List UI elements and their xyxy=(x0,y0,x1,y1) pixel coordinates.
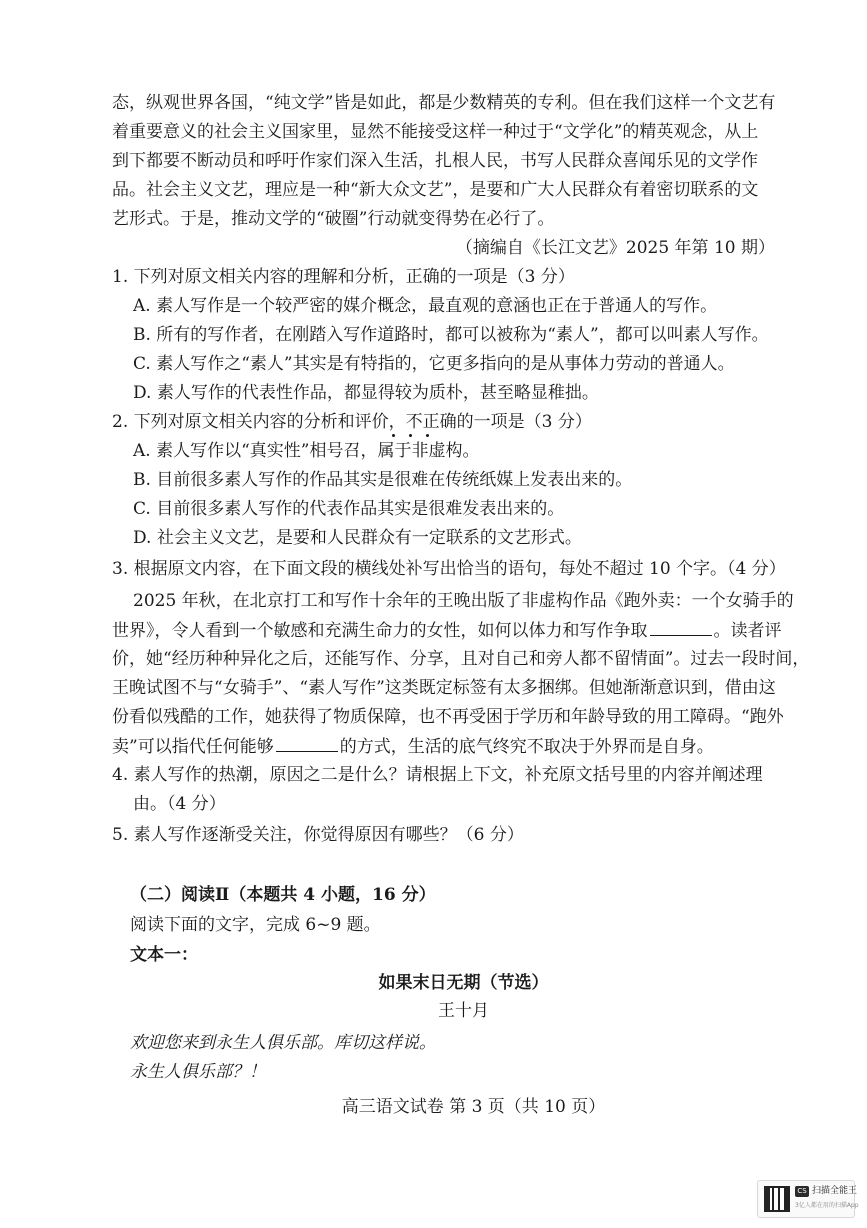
emphasis-dot xyxy=(409,434,412,437)
scanner-watermark xyxy=(757,1180,859,1218)
emphasis-dot xyxy=(392,434,395,437)
page-footer: 高三语文试卷 第 3 页（共 10 页） xyxy=(341,1097,606,1117)
question-3-para-line: 价，她“经历种种异化之后，还能写作、分享，且对自己和旁人都不留情面”。过去一段时间， xyxy=(112,649,810,669)
question-2-option-a: A. 素人写作以“真实性”相号召，属于非虚构。 xyxy=(133,441,480,461)
emphasis-dot xyxy=(426,434,429,437)
question-3-para-line: 王晚试图不与“女骑手”、“素人写作”这类既定标签有太多捆绑。但她渐渐意识到，借由这 xyxy=(112,678,776,698)
question-2-stem: 2. 下列对原文相关内容的分析和评价，不正确的一项是（3 分） xyxy=(112,412,592,432)
article-body-line: 欢迎您来到永生人俱乐部。库切这样说。 xyxy=(130,1033,436,1053)
passage-line: 品。社会主义文艺，理应是一种“新大众文艺”，是要和广大人民群众有着密切联系的文 xyxy=(112,180,759,200)
question-5-stem: 5. 素人写作逐渐受关注，你觉得原因有哪些？（6 分） xyxy=(112,825,524,845)
answer-blank-2[interactable] xyxy=(276,735,338,752)
text-label: 文本一： xyxy=(130,945,198,965)
answer-blank-1[interactable] xyxy=(650,619,712,636)
question-4-stem-cont: 由。（4 分） xyxy=(133,794,226,814)
scanner-subtitle: 3亿人都在用的扫描App xyxy=(795,1202,859,1209)
article-body-line: 永生人俱乐部？！ xyxy=(130,1062,266,1082)
question-3-text: 。读者评 xyxy=(713,621,782,641)
section-heading: （二）阅读Ⅱ（本题共 4 小题，16 分） xyxy=(130,885,436,905)
question-1-option-c: C. 素人写作之“素人”其实是有特指的，它更多指向的是从事体力劳动的普通人。 xyxy=(133,354,735,374)
passage-source: （摘编自《长江文艺》2025 年第 10 期） xyxy=(455,238,775,258)
question-2-option-b: B. 目前很多素人写作的作品其实是很难在传统纸媒上发表出来的。 xyxy=(133,470,633,490)
qr-code-icon xyxy=(764,1186,790,1212)
article-author: 王十月 xyxy=(438,1001,489,1021)
question-4-stem: 4. 素人写作的热潮，原因之二是什么？请根据上下文，补充原文括号里的内容并阐述理 xyxy=(112,765,763,785)
question-2-option-d: D. 社会主义文艺，是要和人民群众有一定联系的文艺形式。 xyxy=(133,528,582,548)
question-3-stem: 3. 根据原文内容，在下面文段的横线处补写出恰当的语句，每处不超过 10 个字。（4 分） xyxy=(112,559,786,579)
question-3-para-line: 份看似残酷的工作，她获得了物质保障，也不再受困于学历和年龄导致的用工障碍。“跑外 xyxy=(112,707,784,727)
question-1-option-d: D. 素人写作的代表性作品，都显得较为质朴，甚至略显稚拙。 xyxy=(133,383,599,403)
question-1-option-b: B. 所有的写作者，在刚踏入写作道路时，都可以被称为“素人”，都可以叫素人写作。 xyxy=(133,325,769,345)
question-1-stem: 1. 下列对原文相关内容的理解和分析，正确的一项是（3 分） xyxy=(112,267,575,287)
question-3-text: 世界》，令人看到一个敏感和充满生命力的女性，如何以体力和写作争取 xyxy=(112,621,648,641)
cs-logo-icon: CS xyxy=(795,1186,809,1197)
scanner-title: 扫描全能王 xyxy=(812,1186,858,1196)
passage-line: 艺形式。于是，推动文学的“破圈”行动就变得势在必行了。 xyxy=(112,209,555,229)
question-3-para-line xyxy=(112,735,777,758)
question-3-text: 卖”可以指代任何能够 xyxy=(112,737,274,757)
passage-line: 着重要意义的社会主义国家里，显然不能接受这样一种过于“文学化”的精英观念，从上 xyxy=(112,122,759,142)
question-3-para-line xyxy=(112,619,782,642)
passage-line: 态，纵观世界各国，“纯文学”皆是如此，都是少数精英的专利。但在我们这样一个文艺有 xyxy=(112,93,776,113)
question-3-para-line: 2025 年秋，在北京打工和写作十余年的王晚出版了非虚构作品《跑外卖：一个女骑手的 xyxy=(133,591,794,611)
question-1-option-a: A. 素人写作是一个较严密的媒介概念，最直观的意涵也正在于普通人的写作。 xyxy=(133,296,718,316)
article-title: 如果末日无期（节选） xyxy=(378,973,549,993)
question-2-option-c: C. 目前很多素人写作的代表作品其实是很难发表出来的。 xyxy=(133,499,565,519)
passage-line: 到下都要不断动员和呼吁作家们深入生活，扎根人民，书写人民群众喜闻乐见的文学作 xyxy=(112,151,758,171)
question-3-text: 的方式，生活的底气终究不取决于外界而是自身。 xyxy=(339,737,714,757)
section-instruction: 阅读下面的文字，完成 6~9 题。 xyxy=(130,915,381,935)
